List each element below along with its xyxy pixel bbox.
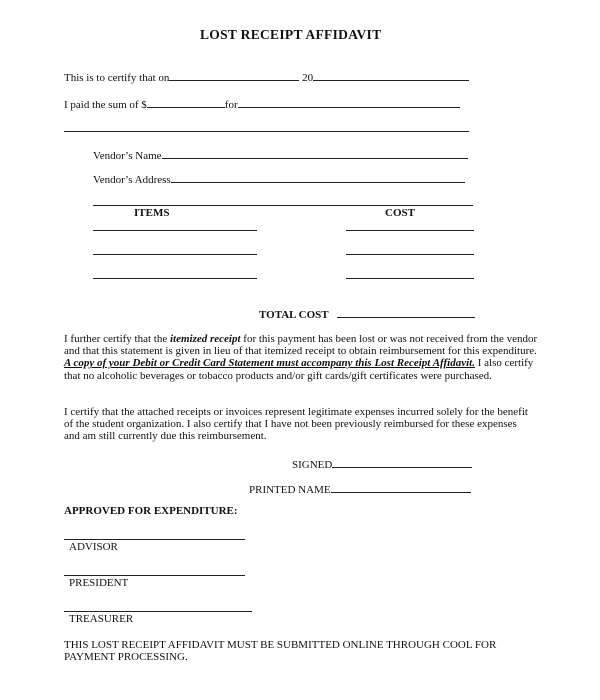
president-label: PRESIDENT xyxy=(69,577,129,589)
vendor-address-continuation-field[interactable] xyxy=(93,205,473,206)
item-field-3[interactable] xyxy=(93,278,257,279)
paid-label: I paid the sum of $ xyxy=(64,99,147,111)
president-signature-field[interactable] xyxy=(64,575,245,576)
items-header: ITEMS xyxy=(134,207,170,219)
vendor-name-row xyxy=(93,147,468,162)
paragraph1-text-c: I also certify that no alcoholic beverages or tobacco products and/or gift cards/gift certificates were purchased. xyxy=(64,357,534,382)
purpose-field[interactable] xyxy=(238,96,460,108)
amount-field[interactable] xyxy=(147,96,225,108)
itemized-receipt-emphasis: itemized receipt xyxy=(169,333,241,345)
vendor-name-field[interactable] xyxy=(162,147,468,159)
for-label: for xyxy=(224,99,238,111)
total-cost-label: TOTAL COST xyxy=(259,309,329,321)
date-field[interactable] xyxy=(169,69,299,81)
cost-field-3[interactable] xyxy=(346,278,474,279)
item-field-2[interactable] xyxy=(93,254,257,255)
submission-notice: THIS LOST RECEIPT AFFIDAVIT MUST BE SUBMITTED ONLINE THROUGH COOL FOR PAYMENT PROCESSING. xyxy=(64,639,497,664)
card-statement-requirement: A copy of your Debit or Credit Card Statement must accompany this Lost Receipt Affidavit. xyxy=(64,357,475,370)
paragraph1-text-a: I further certify that the xyxy=(64,333,170,345)
certification-paragraph xyxy=(64,333,544,382)
printed-name-field[interactable] xyxy=(331,481,471,493)
approved-heading: APPROVED FOR EXPENDITURE: xyxy=(64,505,238,517)
paid-line xyxy=(64,96,460,111)
year-label: 20 xyxy=(302,72,314,84)
signed-row xyxy=(292,456,472,471)
page-title: LOST RECEIPT AFFIDAVIT xyxy=(200,27,382,42)
legitimacy-paragraph: I certify that the attached receipts or invoices represent legitimate expenses incurred solely for the benefit of the student organization. I also certify that I have not been previously reimbursed for these expenses and am still currently due this reimbursement. xyxy=(64,406,528,443)
item-field-1[interactable] xyxy=(93,230,257,231)
advisor-signature-field[interactable] xyxy=(64,539,245,540)
treasurer-label: TREASURER xyxy=(69,613,134,625)
purpose-continuation-field[interactable] xyxy=(64,131,469,132)
cost-header: COST xyxy=(385,207,415,219)
vendor-address-row xyxy=(93,171,465,186)
cost-field-2[interactable] xyxy=(346,254,474,255)
signature-field[interactable] xyxy=(332,456,472,468)
total-cost-field[interactable] xyxy=(337,306,475,318)
signed-label: SIGNED xyxy=(292,459,333,471)
treasurer-signature-field[interactable] xyxy=(64,611,252,612)
paragraph1-text-b: for this payment has been lost or was not received from the vendor and that this statement is given in lieu of that itemized receipt to obtain reimbursement for this expenditure. xyxy=(64,333,538,358)
certify-line xyxy=(64,69,469,84)
vendor-name-label: Vendor’s Name xyxy=(93,150,162,162)
advisor-label: ADVISOR xyxy=(69,541,118,553)
year-field[interactable] xyxy=(313,69,469,81)
printed-name-label: PRINTED NAME xyxy=(249,484,331,496)
printed-name-row xyxy=(249,481,471,496)
total-cost-row xyxy=(259,306,475,321)
vendor-address-label: Vendor’s Address xyxy=(93,174,171,186)
certify-label: This is to certify that on xyxy=(64,72,170,84)
vendor-address-field[interactable] xyxy=(171,171,465,183)
cost-field-1[interactable] xyxy=(346,230,474,231)
